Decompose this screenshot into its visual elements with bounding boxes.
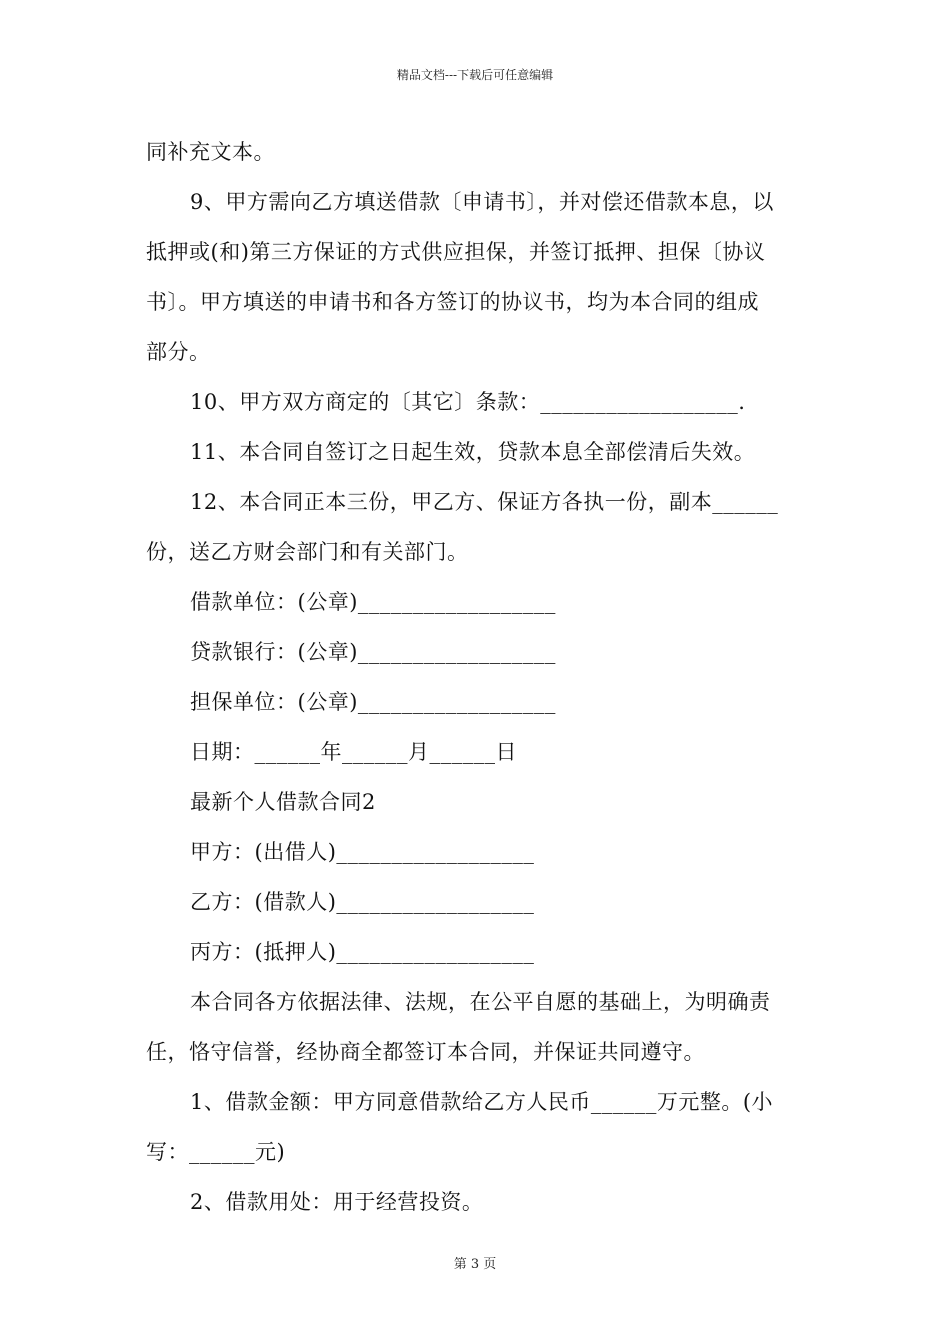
paragraph-line: 2、借款用处：用于经营投资。 xyxy=(190,1190,484,1214)
paragraph-line: 10、甲方双方商定的〔其它〕条款：__________________. xyxy=(190,390,746,414)
paragraph-line: 同补充文本。 xyxy=(146,140,275,164)
paragraph-line: 9、甲方需向乙方填送借款〔申请书〕，并对偿还借款本息，以 xyxy=(190,190,774,214)
paragraph-line: 任，恪守信誉，经协商全都签订本合同，并保证共同遵守。 xyxy=(146,1040,705,1064)
party-line: 甲方：(出借人)__________________ xyxy=(190,840,535,864)
section-title: 最新个人借款合同2 xyxy=(190,790,376,814)
signature-line: 担保单位：(公章)__________________ xyxy=(190,690,556,714)
paragraph-line: 份，送乙方财会部门和有关部门。 xyxy=(146,540,469,564)
paragraph-line: 本合同各方依据法律、法规，在公平自愿的基础上，为明确责 xyxy=(190,990,771,1014)
page-header: 精品文档---下载后可任意编辑 xyxy=(396,68,554,82)
paragraph-line: 1、借款金额：甲方同意借款给乙方人民币______万元整。(小 xyxy=(190,1090,774,1114)
paragraph-line: 写：______元) xyxy=(146,1140,286,1164)
page-number: 第 3 页 xyxy=(453,1257,497,1272)
signature-line: 借款单位：(公章)__________________ xyxy=(190,590,556,614)
paragraph-line: 部分。 xyxy=(146,340,211,364)
party-line: 乙方：(借款人)__________________ xyxy=(190,890,535,914)
date-line: 日期：______年______月______日 xyxy=(190,740,517,764)
paragraph-line: 书〕。甲方填送的申请书和各方签订的协议书，均为本合同的组成 xyxy=(146,290,759,314)
paragraph-line: 12、本合同正本三份，甲乙方、保证方各执一份，副本______ xyxy=(190,490,779,514)
signature-line: 贷款银行：(公章)__________________ xyxy=(190,640,556,664)
paragraph-line: 11、本合同自签订之日起生效，贷款本息全部偿清后失效。 xyxy=(190,440,756,464)
paragraph-line: 抵押或(和)第三方保证的方式供应担保，并签订抵押、担保〔协议 xyxy=(146,240,766,264)
party-line: 丙方：(抵押人)__________________ xyxy=(190,940,535,964)
